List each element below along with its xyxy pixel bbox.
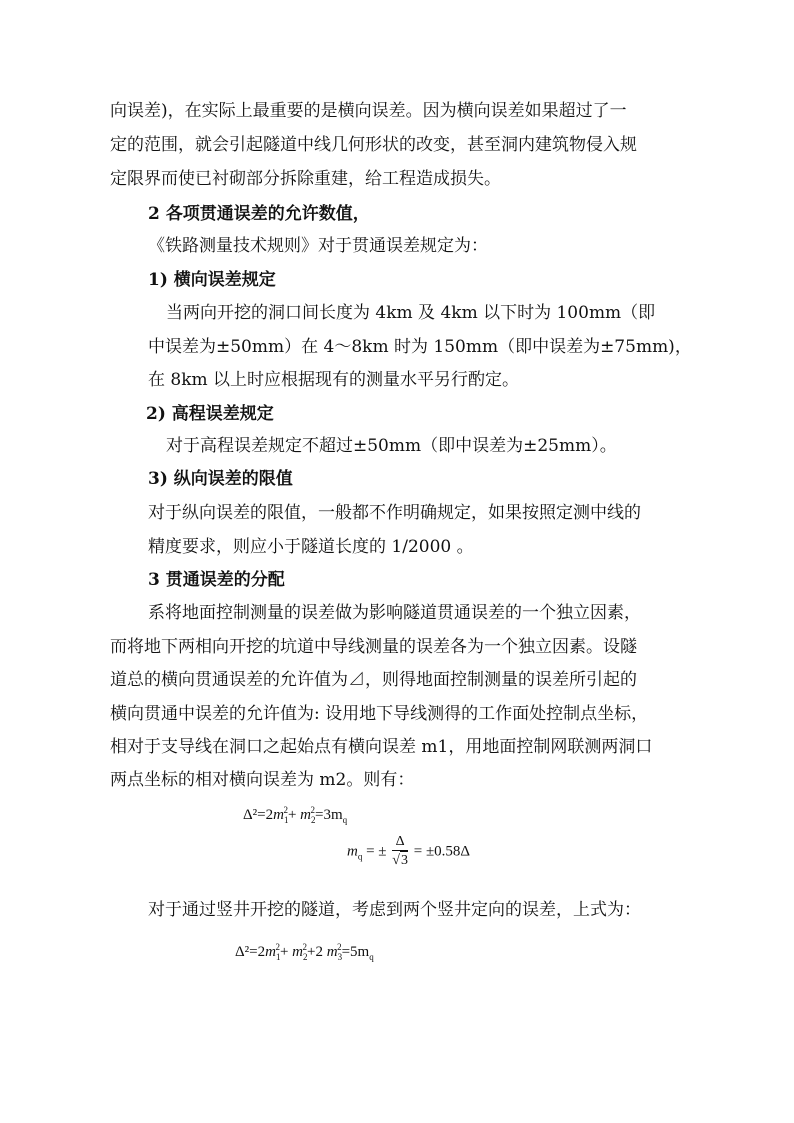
text-line: 两点坐标的相对横向误差为 m2。则有： (110, 770, 415, 790)
text-line: 中误差为±50mm）在 4～8km 时为 150mm（即中误差为±75mm)， (148, 337, 692, 357)
section-heading: 3 贯通误差的分配 (148, 570, 285, 590)
text-line: 当两向开挖的洞口间长度为 4km 及 4km 以下时为 100mm（即 (166, 303, 656, 323)
text-line: 定的范围，就会引起隧道中线几何形状的改变，甚至洞内建筑物侵入规 (110, 135, 637, 155)
text-line: 《铁路测量技术规则》对于贯通误差规定为： (148, 236, 488, 256)
text-line: 而将地下两相向开挖的坑道中导线测量的误差各为一个独立因素。设隧 (110, 637, 637, 657)
text-line: 对于纵向误差的限值，一般都不作明确规定，如果按照定测中线的 (148, 503, 641, 523)
text-line: 在 8km 以上时应根据现有的测量水平另行酌定。 (148, 370, 520, 390)
equation-2: $m_q$ = ± $\frac{\Delta}{√3}$ = ±0.58Δ (347, 834, 471, 868)
text-line: 对于通过竖井开挖的隧道，考虑到两个竖井定向的误差，上式为： (148, 900, 641, 920)
text-line: 道总的横向贯通误差的允许值为⊿，则得地面控制测量的误差所引起的 (110, 670, 637, 690)
text-line: 向误差)，在实际上最重要的是横向误差。因为横向误差如果超过了一 (110, 101, 627, 121)
text-line: 系将地面控制测量的误差做为影响隧道贯通误差的一个独立因素， (148, 603, 641, 623)
text-line: 精度要求，则应小于隧道长度的 1/2000 。 (148, 537, 474, 557)
text-line: 横向贯通中误差的允许值为: 设用地下导线测得的工作面处控制点坐标， (110, 704, 649, 724)
subsection-heading: 1) 横向误差规定 (148, 270, 276, 290)
text-line: 相对于支导线在洞口之起始点有横向误差 m1，用地面控制网联测两洞口 (110, 737, 653, 757)
equation-1: $\Delta^2=2m_1^2+ m_2^2=3m_q$ (243, 805, 348, 825)
subsection-heading: 3) 纵向误差的限值 (148, 469, 293, 489)
subsection-heading: 2) 高程误差规定 (146, 404, 274, 424)
text-line: 对于高程误差规定不超过±50mm（即中误差为±25mm）。 (166, 436, 617, 456)
section-heading: 2 各项贯通误差的允许数值， (148, 204, 370, 224)
text-line: 定限界而使已衬砌部分拆除重建，给工程造成损失。 (110, 169, 501, 189)
equation-3: $\Delta^2=2m_1^2+ m_2^2+2$ $m_3^2=5m_q$ (235, 942, 374, 962)
